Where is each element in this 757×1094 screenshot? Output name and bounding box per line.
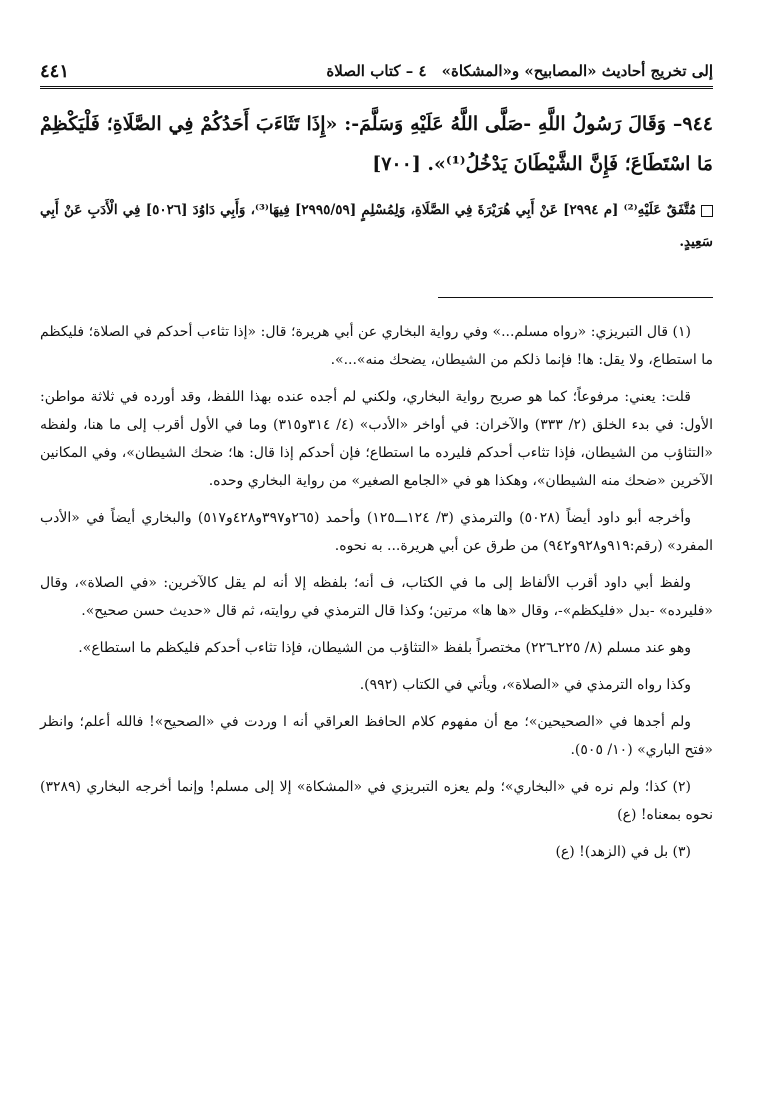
footnote-paragraph: وأخرجه أبو داود أيضاً (٥٠٢٨) والترمذي (٣/ ١٢٤ـــ١٢٥) وأحمد (٢٦٥و٣٩٧و٤٢٨و٥١٧) والبخاري أيضاً في «الأدب المفرد» (رقم:٩١٩و٩٢٨و٩٤٢) من طرق عن أبي هريرة... به نحوه. bbox=[40, 510, 713, 554]
footnote-paragraph: (١) قال التبريزي: «رواه مسلم...» وفي رواية البخاري عن أبي هريرة؛ قال: «إذا تثاءب أحدكم في الصلاة؛ فليكظم ما استطاع، ولا يقل: ها! فإنما ذلكم من الشيطان، يضحك منه»...». bbox=[40, 324, 713, 368]
running-header bbox=[40, 56, 713, 84]
footnote-paragraph: (٢) كذا؛ ولم نره في «البخاري»؛ ولم يعزه التبريزي في «المشكاة» إلا إلى مسلم! وإنما أخرجه البخاري (٣٢٨٩) نحوه بمعناه! (ع) bbox=[40, 779, 713, 823]
footnote-paragraph: ولفظ أبي داود أقرب الألفاظ إلى ما في الكتاب، ف أنه؛ بلفظه إلا أنه لم يقل كالآخرين: «في الصلاة»، وقال «فليرده» -بدل «فليكظم»-، وقال «ها ها» مرتين؛ وكذا قال الترمذي في روايته، ثم قال «حديث حسن صحيح». bbox=[40, 575, 713, 619]
footnotes bbox=[40, 318, 713, 875]
takhrij-text: مُتَّفَقٌ عَلَيْهِ⁽²⁾ [م ٢٩٩٤] عَنْ أَبِي هُرَيْرَةَ فِي الصَّلَاةِ، وَلِمُسْلِمٍ [٢٩٩٥/٥٩] فِيهَا⁽³⁾، وَأَبِي دَاوُدَ [٥٠٢٦] فِي الْأَدَبِ عَنْ أَبِي سَعِيدٍ. bbox=[40, 202, 713, 250]
footnote-paragraph: ولم أجدها في «الصحيحين»؛ مع أن مفهوم كلام الحافظ العراقي أنه ا وردت في «الصحيح»! فالله أعلم؛ وانظر «فتح الباري» (١٠/ ٥٠٥). bbox=[40, 714, 713, 758]
footnote-paragraph: (٣) بل في (الزهد)! (ع) bbox=[555, 844, 691, 860]
footnote-paragraph: وكذا رواه الترمذي في «الصلاة»، ويأتي في الكتاب (٩٩٢). bbox=[359, 677, 691, 693]
footnote-separator bbox=[438, 297, 713, 298]
page-number: ٤٤١ bbox=[40, 61, 70, 82]
hadith-text: ٩٤٤– وَقَالَ رَسُولُ اللَّهِ -صَلَّى اللَّهُ عَلَيْهِ وَسَلَّمَ-: «إِذَا تَثَاءَبَ أَحَدُكُمْ فِي الصَّلَاةِ؛ فَلْيَكْظِمْ مَا اسْتَطَاعَ؛ فَإِنَّ الشَّيْطَانَ يَدْخُلُ⁽¹⁾». [٧٠٠] bbox=[40, 113, 713, 175]
footnote-paragraph: وهو عند مسلم (٨/ ٢٢٥ـ٢٢٦) مختصراً بلفظ «التثاؤب من الشيطان، فإذا تثاءب أحدكم فليكظم ما استطاع». bbox=[78, 640, 691, 656]
footnote-paragraph: قلت: يعني: مرفوعاً؛ كما هو صريح رواية البخاري، ولكني لم أجده عنده بهذا اللفظ، وقد أورده في ثلاثة مواطن: الأول: في بدء الخلق (٢/ ٣٣٣) والآخران: في أواخر «الأدب» (٤/ ٣١٤و٣١٥) وما في الأول أقرب إلى ما هنا، ولفظه «التثاؤب من الشيطان، فإذا تثاءب أحدكم فليرده ما استطاع؛ فإن أحدكم إذا قال: ها؛ ضحك الشيطان»، وفي المكانين الآخرين «ضحك منه الشيطان»، وهكذا هو في «الجامع الصغير» من رواية البخاري وحده. bbox=[40, 389, 714, 489]
takhrij-block bbox=[40, 194, 713, 258]
book-title: إلى تخريج أحاديث «المصابيح» و«المشكاة» bbox=[441, 62, 713, 80]
chapter-title: ٤ – كتاب الصلاة bbox=[326, 62, 427, 80]
square-marker-icon bbox=[701, 205, 713, 217]
header-rule bbox=[40, 86, 713, 89]
